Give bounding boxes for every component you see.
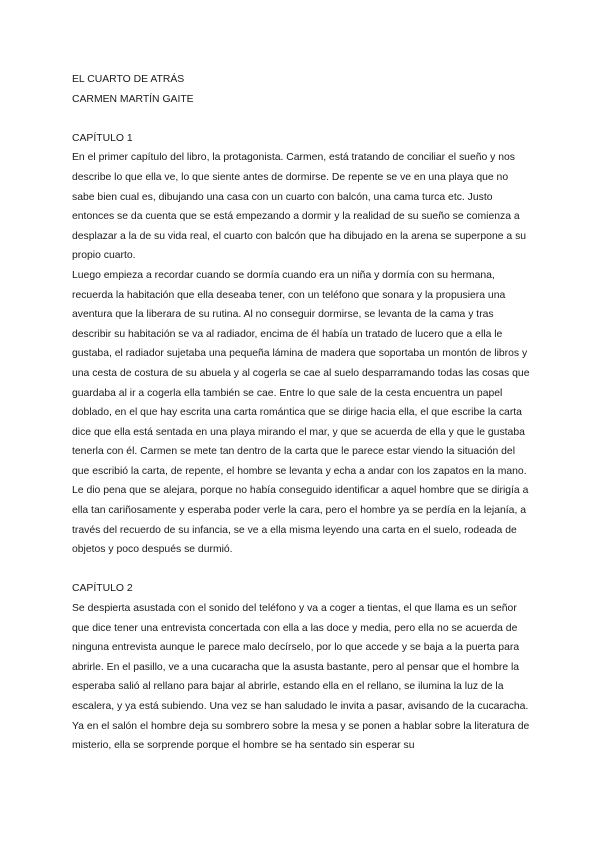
paragraph: Se despierta asustada con el sonido del teléfono y va a coger a tientas, el que llama es un señor que dice tener una entrevista concertada con ella a las doce y media, pero ella no se acuerda de ninguna entrevista aunque le parece malo decírselo, por lo que accede y se baja a la puerta para abrirle. En el pasillo, ve a una cucaracha que la asusta bastante, pero al pensar que el hombre la esperaba salió al rellano para bajar al abrirle, estando ella en el rellano, se ilumina la luz de la escalera, y ya está subiendo. Una vez se han saludado le invita a pasar, avisando de la cucaracha. [72, 603, 529, 712]
paragraph: En el primer capítulo del libro, la protagonista. Carmen, está tratando de conciliar el sueño y nos describe lo que ella ve, lo que siente antes de dormirse. De repente se ve en una playa que no sabe bien cual es, dibujando una casa con un cuarto con balcón, una cama turca etc. Justo entonces se da cuenta que se está empezando a dormir y la realidad de su sueño se comienza a desplazar a la de su vida real, el cuarto con balcón que ha dibujado en la arena se superpone a su propio cuarto. [72, 152, 527, 262]
document-page [72, 70, 530, 756]
author-name: CARMEN MARTÍN GAITE [72, 93, 194, 105]
paragraph: Ya en el salón el hombre deja su sombrero sobre la mesa y se ponen a hablar sobre la literatura de misterio, ella se sorprende porque el hombre se ha sentado sin esperar su [72, 720, 530, 752]
chapter-2 [72, 579, 530, 755]
paragraph: Le dio pena que se alejara, porque no había conseguido identificar a aquel hombre que se dirigía a ella tan cariñosamente y esperaba poder verle la cara, pero el hombre ya se perdía en la lejanía, a través del recuerdo de su infancia, se ve a ella misma leyendo una carta en el suelo, rodeada de objetos y poco después se durmió. [72, 485, 529, 556]
book-title: EL CUARTO DE ATRÁS [72, 74, 185, 85]
chapter-title: CAPÍTULO 2 [72, 583, 133, 595]
spacer [72, 109, 530, 129]
paragraph: Luego empieza a recordar cuando se dormía cuando era un niña y dormía con su hermana, recuerda la habitación que ella deseaba tener, con un teléfono que sonara y la propusiera una aventura que la liberara de su rutina. Al no conseguir dormirse, se levanta de la cama y tras describir su habitación se va al radiador, encima de él había un tratado de lucero que a ella le gustaba, el radiador sujetaba una pequeña lámina de madera que soportaba un montón de libros y una cesta de costura de su abuela y al cogerla se cae al suelo desparramando todas las cosas que guardaba al ir a cogerla ella también se cae. Entre lo que sale de la cesta encuentra un papel doblado, en el que hay escrita una carta romántica que se dirige hacia ella, el que escribe la carta dice que ella está sentada en una playa mirando el mar, y que se acuerda de ella y que le gustaba tenerla con él. Carmen se mete tan dentro de la carta que le parece estar viendo la situación del que escribió la carta, de repente, el hombre se levanta y echa a andar con los zapatos en la mano. [72, 269, 530, 477]
chapter-1 [72, 129, 530, 560]
chapter-title: CAPÍTULO 1 [72, 132, 133, 144]
spacer [72, 560, 530, 580]
